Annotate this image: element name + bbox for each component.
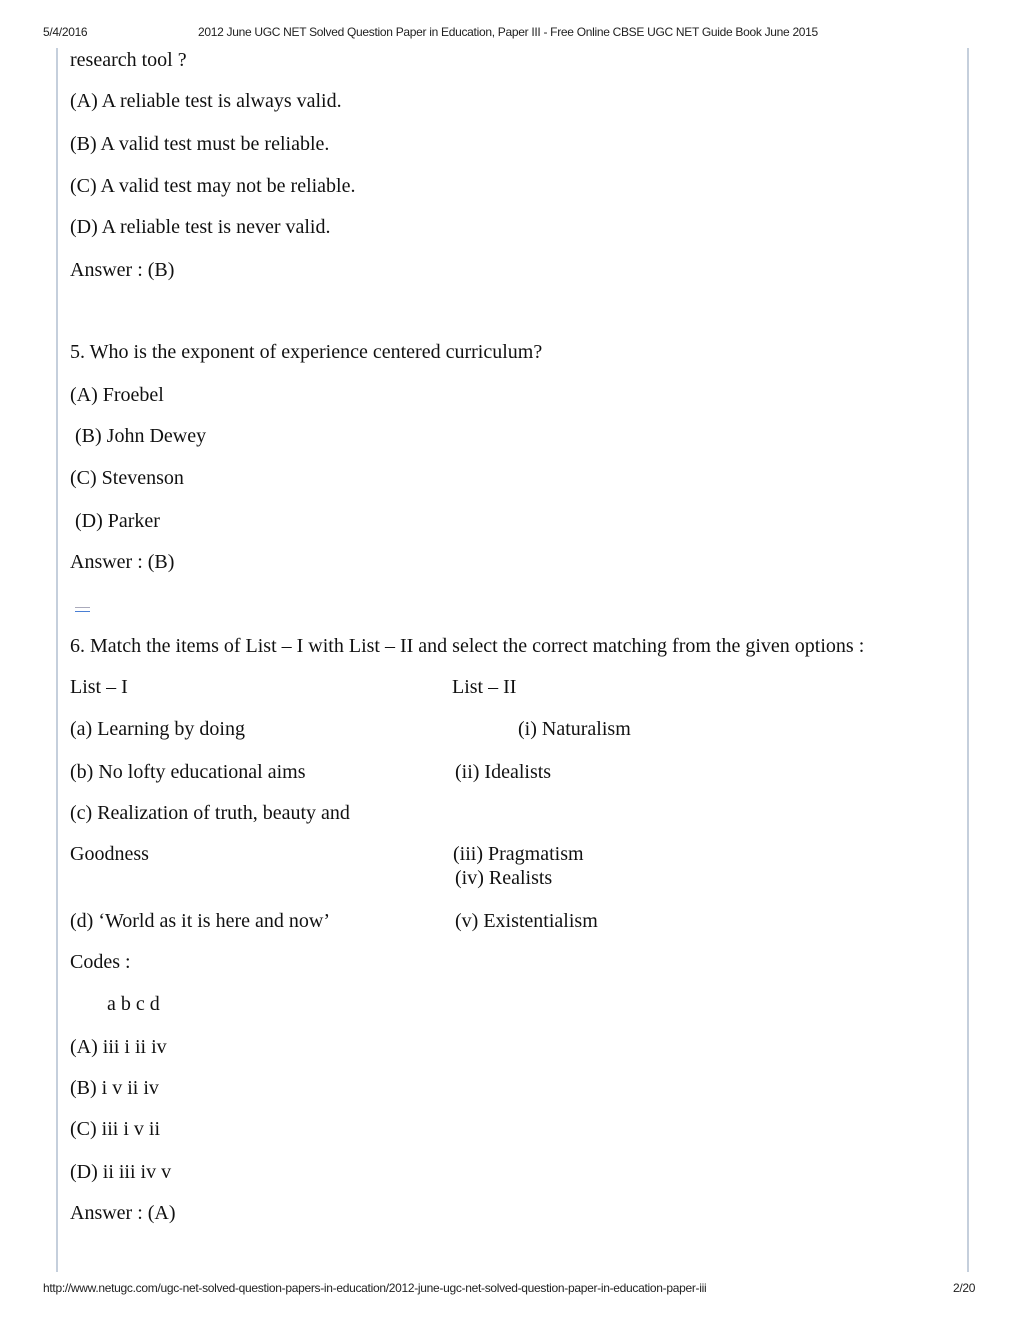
question-5: 5. Who is the exponent of experience centered curriculum?	[70, 341, 543, 363]
q4-option-b: (B) A valid test must be reliable.	[70, 133, 330, 155]
q4-option-d: (D) A reliable test is never valid.	[70, 216, 331, 238]
list1-item-c: (c) Realization of truth, beauty and	[70, 802, 350, 824]
list1-item-a: (a) Learning by doing	[70, 718, 245, 740]
list1-item-d: (d) ‘World as it is here and now’	[70, 910, 330, 932]
q6-option-d: (D) ii iii iv v	[70, 1161, 172, 1183]
codes-header: a b c d	[107, 993, 160, 1015]
small-link[interactable]	[75, 608, 90, 612]
q6-option-b: (B) i v ii iv	[70, 1077, 159, 1099]
q5-option-a: (A) Froebel	[70, 384, 164, 406]
codes-label: Codes :	[70, 951, 131, 973]
q4-option-a: (A) A reliable test is always valid.	[70, 90, 342, 112]
print-date: 5/4/2016	[43, 25, 88, 39]
q5-option-b: (B) John Dewey	[75, 425, 207, 447]
q6-option-c: (C) iii i v ii	[70, 1118, 160, 1140]
list2-item-ii: (ii) Idealists	[455, 761, 552, 783]
q6-option-a: (A) iii i ii iv	[70, 1036, 167, 1058]
q5-answer: Answer : (B)	[70, 551, 175, 573]
page-number: 2/20	[953, 1281, 976, 1295]
list2-heading: List – II	[452, 676, 517, 698]
list1-item-c-cont: Goodness	[70, 843, 149, 865]
footer-url: http://www.netugc.com/ugc-net-solved-question-papers-in-education/2012-june-ugc-net-solved-question-paper-in-education-paper-iii	[43, 1281, 707, 1295]
q5-option-d: (D) Parker	[75, 510, 160, 532]
question-6: 6. Match the items of List – I with List – II and select the correct matching from the given options :	[70, 635, 865, 657]
question-4-tail: research tool ?	[70, 49, 187, 71]
list2-item-iv: (iv) Realists	[455, 867, 553, 889]
list1-heading: List – I	[70, 676, 128, 698]
q5-option-c: (C) Stevenson	[70, 467, 184, 489]
list2-item-i: (i) Naturalism	[518, 718, 631, 740]
print-title: 2012 June UGC NET Solved Question Paper in Education, Paper III - Free Online CBSE UGC NET Guide Book June 2015	[198, 25, 818, 39]
q4-answer: Answer : (B)	[70, 259, 175, 281]
q4-option-c: (C) A valid test may not be reliable.	[70, 175, 356, 197]
list2-item-iii: (iii) Pragmatism	[453, 843, 584, 865]
q6-answer: Answer : (A)	[70, 1202, 176, 1224]
list2-item-v: (v) Existentialism	[455, 910, 598, 932]
list1-item-b: (b) No lofty educational aims	[70, 761, 306, 783]
